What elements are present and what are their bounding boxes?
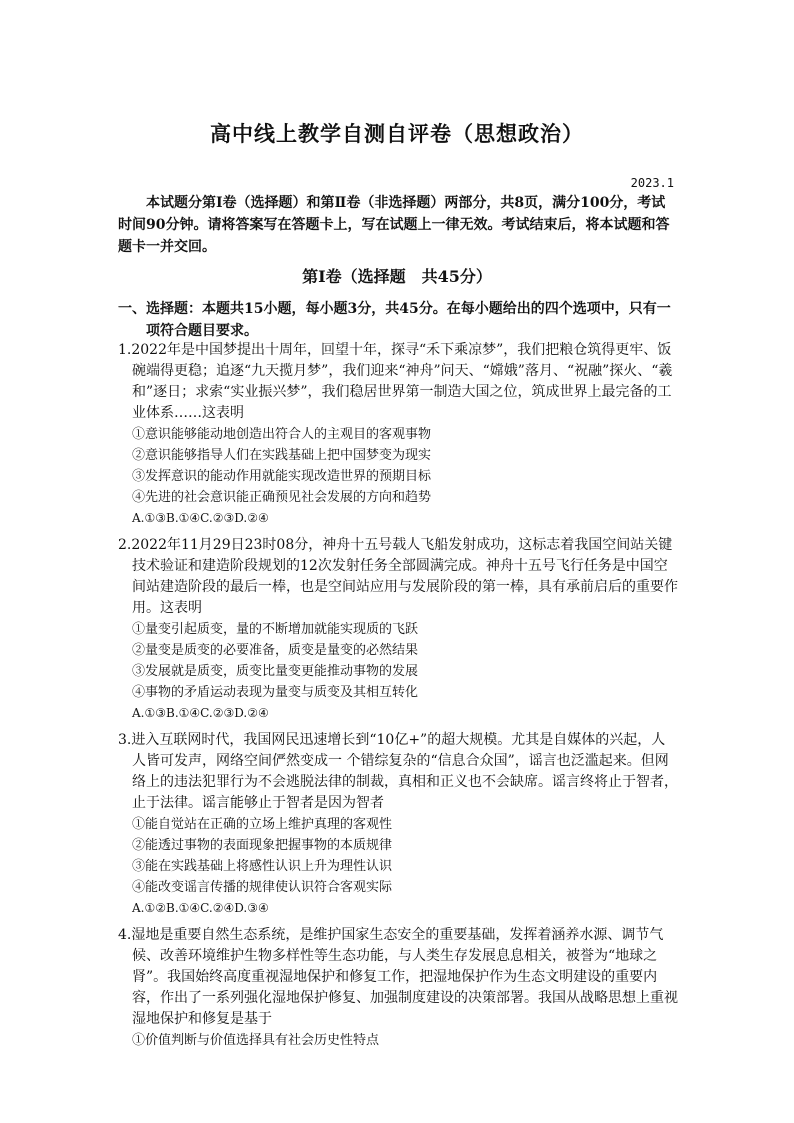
- question-3: [118, 730, 678, 919]
- part-title: 第Ⅰ卷（选择题 共45分）: [302, 267, 492, 286]
- question-option: ④先进的社会意识能正确预见社会发展的方向和趋势: [132, 490, 432, 505]
- question-option: ①能自觉站在正确的立场上维护真理的客观性: [132, 817, 393, 832]
- question-list: [118, 340, 678, 1057]
- answer-choices: A.①②B.①④C.②④D.③④: [132, 901, 269, 915]
- question-option: ④能改变谣言传播的规律使认识符合客观实际: [132, 880, 393, 895]
- question-option: ①意识能够能动地创造出符合人的主观目的客观事物: [132, 427, 432, 442]
- question-1: [118, 340, 678, 529]
- question-option: ④事物的矛盾运动表现为量变与质变及其相互转化: [132, 685, 419, 700]
- question-2: [118, 535, 678, 724]
- section-heading: 一、选择题：本题共15小题，每小题3分，共45分。在每小题给出的四个选项中，只有一项符合题目要求。: [118, 301, 671, 339]
- answer-choices: A.①③B.①④C.②③D.②④: [132, 706, 269, 720]
- answer-choices: A.①③B.①④C.②③D.②④: [132, 511, 269, 525]
- question-option: ①量变引起质变，量的不断增加就能实现质的飞跃: [132, 622, 419, 637]
- question-stem: 4.湿地是重要自然生态系统，是维护国家生态安全的重要基础，发挥着涵养水源、调节气候、改善环境维护生物多样性等生态功能，与人类生存发展息息相关，被誉为“地球之肾”。我国始终高度重视湿地保护和修复工作，把湿地保护作为生态文明建设的重要内容，作出了一系列强化湿地保护修复、加强制度建设的决策部署。我国从战略思想上重视湿地保护和修复是基于: [118, 927, 678, 1027]
- question-stem: 2.2022年11月29日23时08分，神舟十五号载人飞船发射成功，这标志着我国空间站关键技术验证和建造阶段规划的12次发射任务全部圆满完成。神舟十五号飞行任务是中国空间站建造阶段的最后一棒，也是空间站应用与发展阶段的第一棒，具有承前启后的重要作用。这表明: [118, 537, 678, 616]
- question-option: ③发展就是质变，质变比量变更能推动事物的发展: [132, 664, 419, 679]
- question-option: ②能透过事物的表面现象把握事物的本质规律: [132, 838, 393, 853]
- question-option: ①价值判断与价值选择具有社会历史性特点: [132, 1033, 380, 1048]
- page-title: 高中线上教学自测自评卷（思想政治）: [210, 121, 584, 146]
- question-option: ②量变是质变的必要准备，质变是量变的必然结果: [132, 643, 419, 658]
- question-option: ③发挥意识的能动作用就能实现改造世界的预期目标: [132, 469, 432, 484]
- exam-date: 2023.1: [630, 176, 674, 190]
- question-option: ③能在实践基础上将感性认识上升为理性认识: [132, 859, 393, 874]
- question-stem: 1.2022年是中国梦提出十周年，回望十年，探寻“禾下乘凉梦”，我们把粮仓筑得更牢、饭碗端得更稳；追逐“九天揽月梦”，我们迎来“神舟”问天、“嫦娥”落月、“祝融”探火、“羲和”逐日；求索“实业振兴梦”，我们稳居世界第一制造大国之位，筑成世界上最完备的工业体系……这表明: [118, 342, 673, 421]
- question-stem: 3.进入互联网时代，我国网民迅速增长到“10亿+”的超大规模。尤其是自媒体的兴起，人人皆可发声，网络空间俨然变成一 个错综复杂的“信息合众国”，谣言也泛滥起来。但网络上的违法犯罪行为不会逃脱法律的制裁，真相和正义也不会缺席。谣言终将止于智者，止于法律。谣言能够止于智者是因为智者: [118, 732, 678, 811]
- question-option: ②意识能够指导人们在实践基础上把中国梦变为现实: [132, 448, 432, 463]
- exam-instructions: 本试题分第Ⅰ卷（选择题）和第Ⅱ卷（非选择题）两部分，共8页，满分100分，考试时间90分钟。请将答案写在答题卡上，写在试题上一律无效。考试结束后，将本试题和答题卡一并交回。: [118, 195, 670, 255]
- question-4: [118, 925, 678, 1051]
